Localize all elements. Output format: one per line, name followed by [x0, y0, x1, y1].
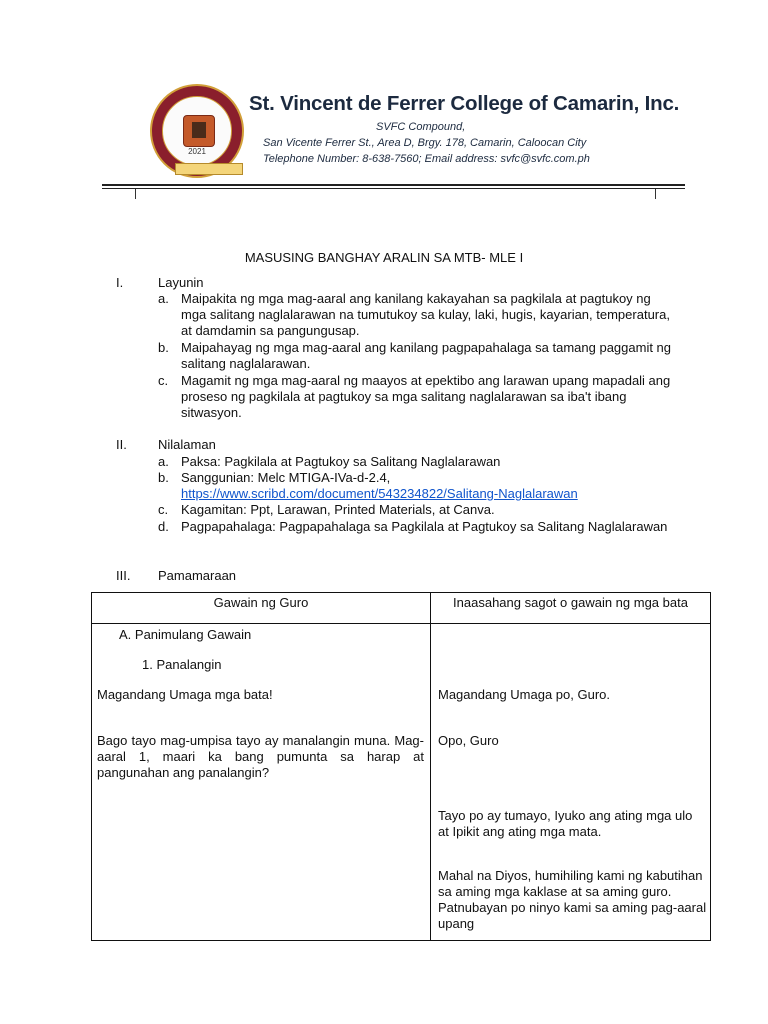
table-row [92, 624, 711, 941]
section-1-number: I. [116, 275, 124, 290]
logo-emblem [183, 115, 215, 147]
content-b-letter: b. [158, 470, 169, 485]
procedure-table [91, 592, 711, 941]
document-title: MASUSING BANGHAY ARALIN SA MTB- MLE I [244, 250, 524, 265]
logo-ribbon [175, 163, 243, 175]
student-cell [431, 624, 711, 941]
table-header-students [431, 593, 711, 624]
student-line-1: Magandang Umaga po, Guro. [438, 687, 610, 702]
header-tick-left [135, 189, 136, 199]
section-1-heading: Layunin [158, 275, 204, 290]
table-header-teacher [92, 593, 431, 624]
logo-year: 2021 [188, 147, 206, 156]
student-line-4: Mahal na Diyos, humihiling kami ng kabutihan sa aming mga kaklase at sa aming guro. Patnubayan po ninyo kami sa aming pag-aaral upang [438, 868, 707, 931]
teacher-line-2: Bago tayo mag-umpisa tayo ay manalangin muna. Mag-aaral 1, maari ka bang pumunta sa harap at pangunahan ang panalangin? [97, 733, 424, 780]
section-2-number: II. [116, 437, 127, 452]
content-c-letter: c. [158, 502, 169, 517]
content-a-letter: a. [158, 454, 169, 469]
school-compound: SVFC Compound, [376, 121, 466, 133]
objective-a-letter: a. [158, 291, 169, 306]
school-contact: Telephone Number: 8-638-7560; Email address: svfc@svfc.com.ph [263, 153, 590, 165]
objective-b-text: Maipahayag ng mga mag-aaral ang kanilang pagpapahalaga sa tamang paggamit ng salitang naglalarawan. [181, 340, 672, 371]
school-name: St. Vincent de Ferrer College of Camarin, Inc. [249, 92, 680, 115]
student-line-2: Opo, Guro [438, 733, 499, 748]
subsection-1: 1. Panalangin [142, 657, 222, 672]
content-a-text: Paksa: Pagkilala at Pagtukoy sa Salitang Naglalarawan [181, 454, 501, 469]
logo-shield-icon [192, 122, 206, 138]
objective-b-letter: b. [158, 340, 169, 355]
section-2-heading: Nilalaman [158, 437, 216, 452]
objective-a-text: Maipakita ng mga mag-aaral ang kanilang kakayahan sa pagkilala at pagtukoy ng mga salitang naglalarawan na tumutukoy sa kulay, laki, hugis, kayarian, temperatura, at damdamin sa pangungusap. [181, 291, 670, 338]
content-b-text: Sanggunian: Melc MTIGA-IVa-d-2.4, [181, 470, 391, 485]
table-header-row [92, 593, 711, 624]
content-d-text: Pagpapahalaga: Pagpapahalaga sa Pagkilala at Pagtukoy sa Salitang Naglalarawan [181, 519, 668, 534]
subsection-a: A. Panimulang Gawain [119, 627, 252, 642]
content-c-text: Kagamitan: Ppt, Larawan, Printed Materials, at Canva. [181, 502, 495, 517]
logo-seal [162, 96, 232, 166]
teacher-line-1: Magandang Umaga mga bata! [97, 687, 273, 702]
students-column-label: Inaasahang sagot o gawain ng mga bata [453, 595, 688, 610]
header-rule-thin [102, 188, 685, 189]
content-d-letter: d. [158, 519, 169, 534]
section-3-heading: Pamamaraan [158, 568, 237, 583]
school-logo [150, 84, 244, 178]
section-3-number: III. [116, 568, 131, 583]
student-line-3: Tayo po ay tumayo, Iyuko ang ating mga ulo at Ipikit ang ating mga mata. [438, 808, 693, 839]
reference-link[interactable]: https://www.scribd.com/document/543234822/Salitang-Naglalarawan [181, 486, 578, 501]
teacher-cell [92, 624, 431, 941]
objective-c-text: Magamit ng mga mag-aaral ng maayos at epektibo ang larawan upang mapadali ang proseso ng pagkilala at pagtukoy sa mga salitang naglalarawan sa iba't ibang sitwasyon. [181, 373, 671, 420]
objective-c-letter: c. [158, 373, 169, 388]
header-rule [102, 184, 685, 186]
teacher-column-label: Gawain ng Guro [213, 595, 309, 610]
school-address: San Vicente Ferrer St., Area D, Brgy. 178, Camarin, Caloocan City [263, 137, 587, 149]
header-tick-right [655, 189, 656, 199]
